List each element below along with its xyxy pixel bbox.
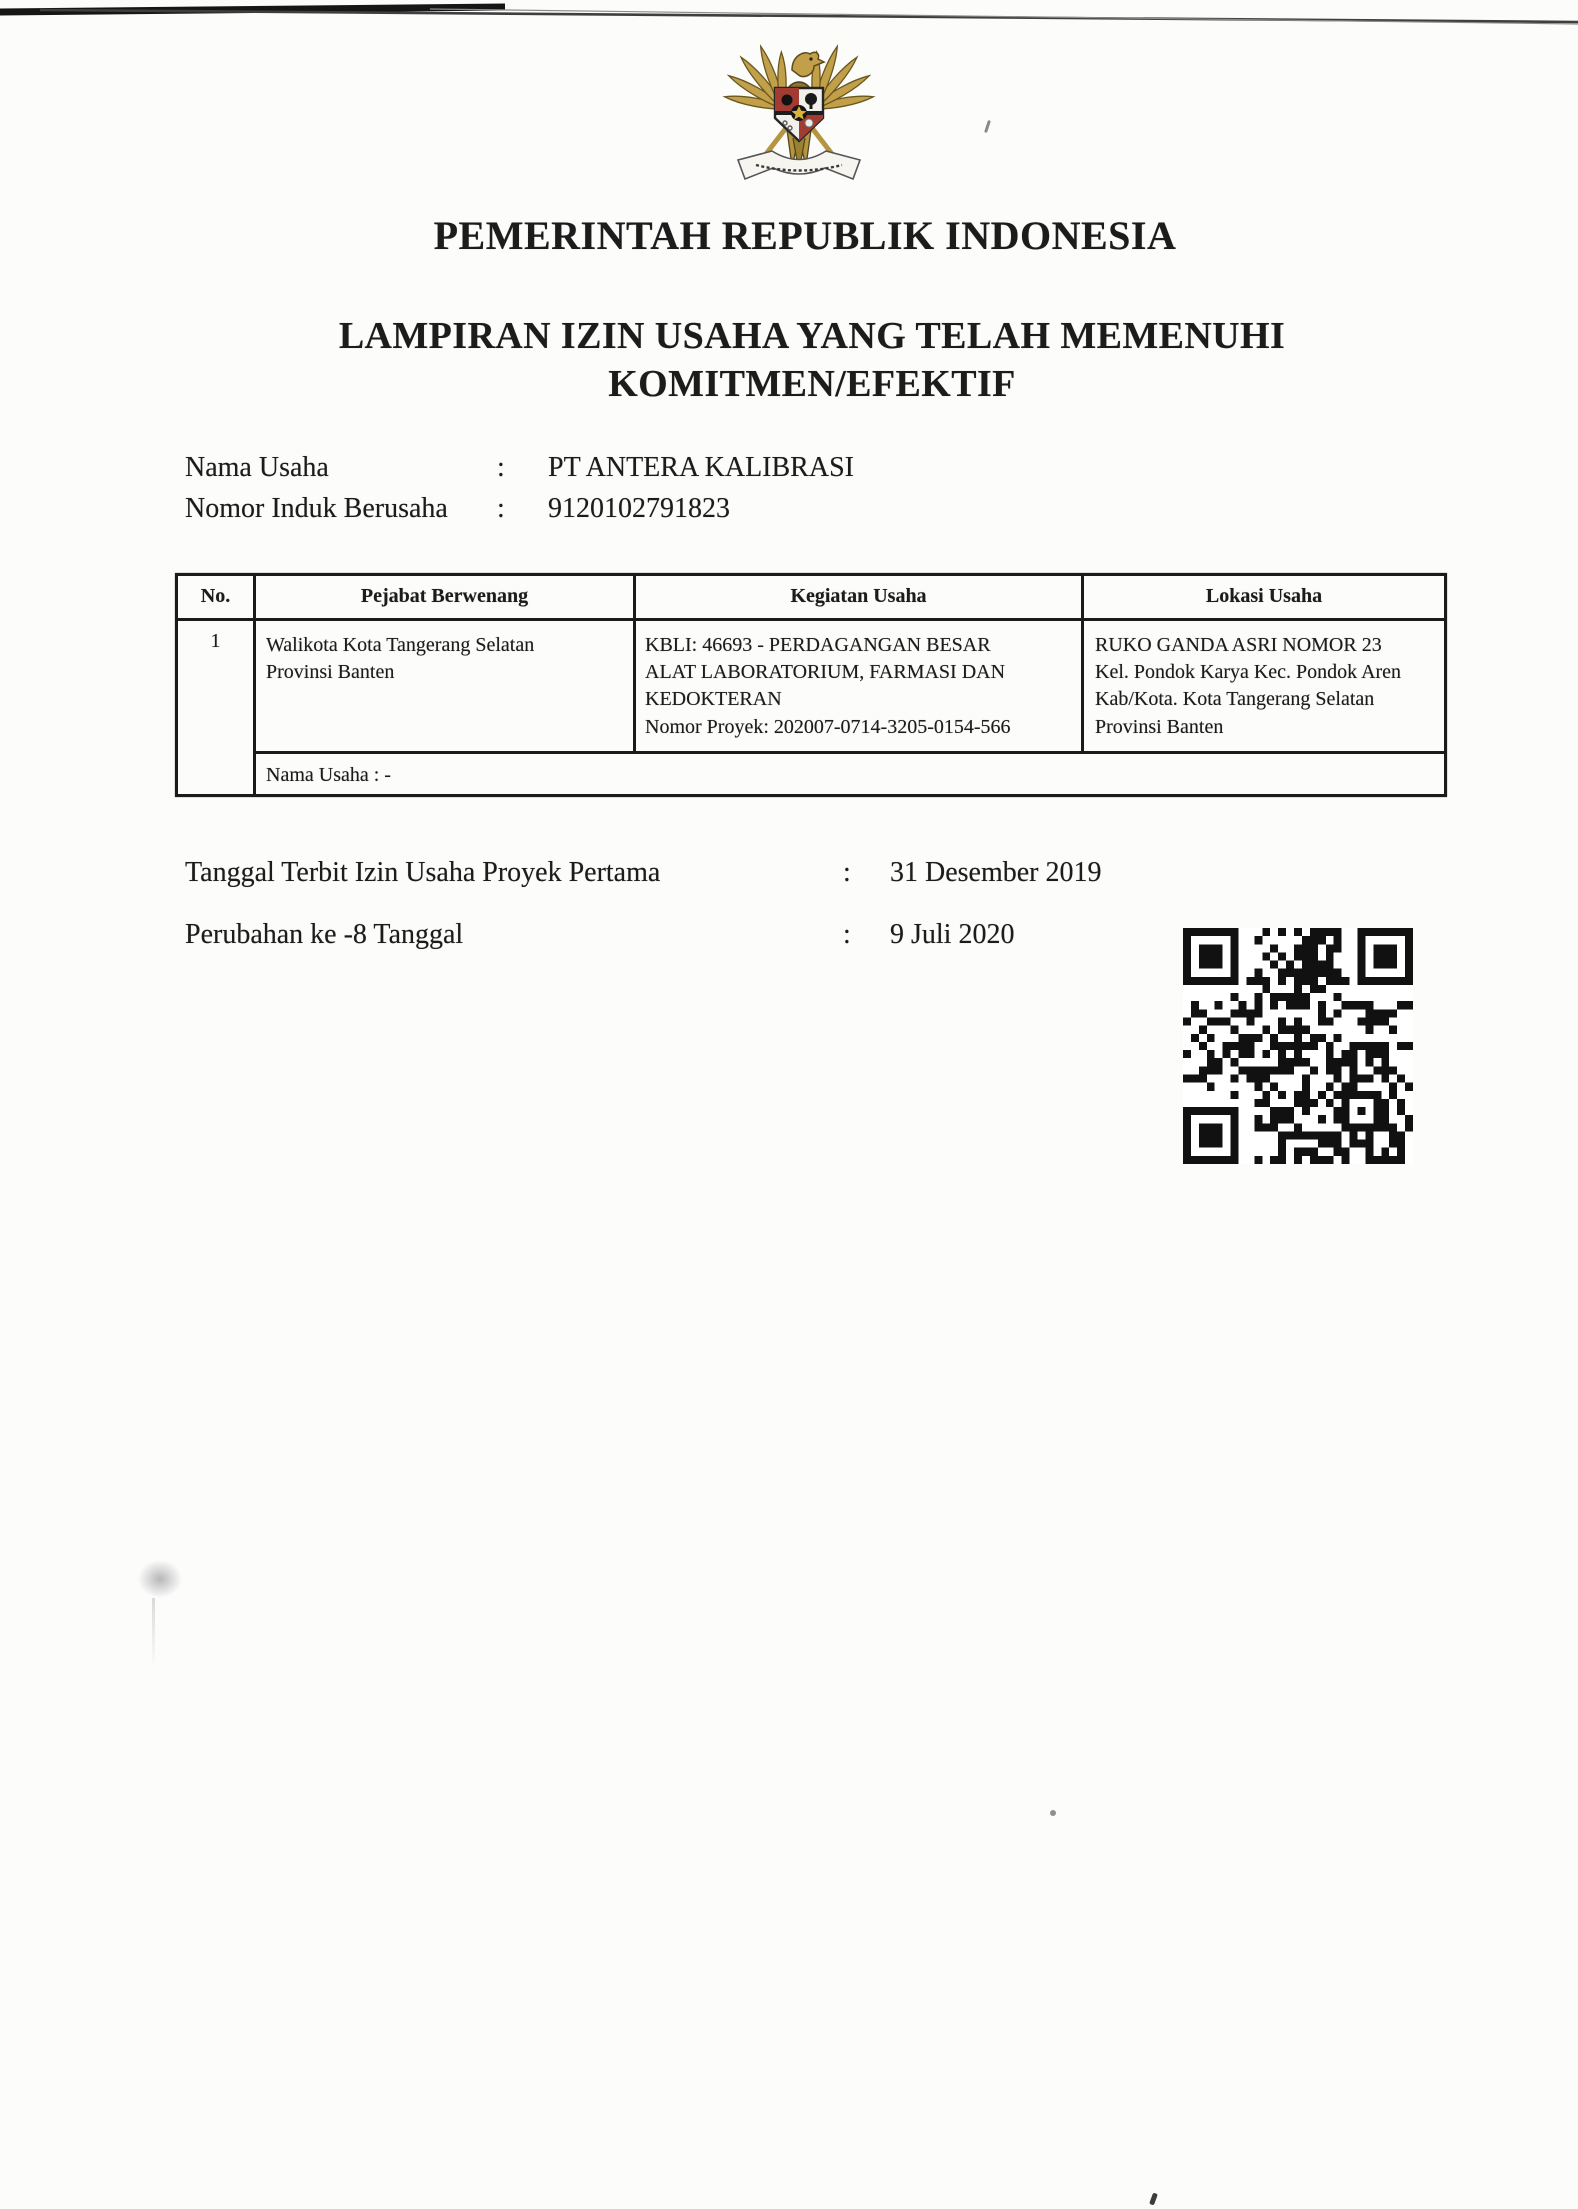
date-row-terbit [185,857,1435,889]
date-colon: : [843,857,851,888]
identity-label: Nama Usaha [185,452,329,483]
pejabat-line: Walikota Kota Tangerang Selatan [266,634,535,656]
table-header-separator [178,618,1444,621]
row-number: 1 [210,630,221,652]
sub-row-nama-usaha: Nama Usaha : - [266,764,391,786]
garuda-pancasila-emblem [708,26,890,198]
document-title [23,312,1578,408]
scan-speck-artifact [984,120,991,133]
identity-row-nib [185,493,1285,525]
lokasi-line: Kel. Pondok Karya Kec. Pondok Aren [1095,661,1402,683]
date-colon: : [843,919,851,950]
identity-row-nama-usaha [185,452,1285,484]
scan-dot-artifact [1050,1810,1056,1816]
date-value: 31 Desember 2019 [890,857,1102,888]
table-row-separator [253,751,1444,754]
identity-colon: : [497,493,505,524]
col-header-pejabat: Pejabat Berwenang [360,585,529,607]
document-title-line1: LAMPIRAN IZIN USAHA YANG TELAH MEMENUHI [338,315,1286,357]
lokasi-line: Kab/Kota. Kota Tangerang Selatan [1095,688,1375,710]
qr-canvas [1183,928,1413,1164]
identity-colon: : [497,452,505,483]
scan-smudge-artifact [138,1560,182,1598]
identity-label: Nomor Induk Berusaha [185,493,448,524]
table-col-line-1 [253,576,256,794]
lokasi-line: Provinsi Banten [1095,716,1224,738]
scan-streak-artifact [152,1598,155,1668]
col-header-no: No. [200,585,231,607]
kegiatan-line: KEDOKTERAN [645,688,782,710]
identity-value: PT ANTERA KALIBRASI [548,452,854,483]
date-label: Perubahan ke -8 Tanggal [185,919,464,950]
col-header-lokasi: Lokasi Usaha [1205,585,1323,607]
identity-value: 9120102791823 [548,493,730,524]
license-table [175,573,1447,797]
government-title: PEMERINTAH REPUBLIK INDONESIA [433,213,1177,258]
pejabat-line: Provinsi Banten [266,661,395,683]
date-value: 9 Juli 2020 [890,919,1015,950]
document-title-line2: KOMITMEN/EFEKTIF [608,363,1016,405]
kegiatan-line: ALAT LABORATORIUM, FARMASI DAN [645,661,1006,683]
col-header-kegiatan: Kegiatan Usaha [790,585,927,607]
lokasi-line: RUKO GANDA ASRI NOMOR 23 [1095,634,1382,656]
kegiatan-line: KBLI: 46693 - PERDAGANGAN BESAR [645,634,991,656]
scan-mark-artifact [1149,2193,1158,2206]
date-label: Tanggal Terbit Izin Usaha Proyek Pertama [185,857,661,888]
kegiatan-line: Nomor Proyek: 202007-0714-3205-0154-566 [645,716,1011,738]
qr-code [1183,928,1413,1164]
